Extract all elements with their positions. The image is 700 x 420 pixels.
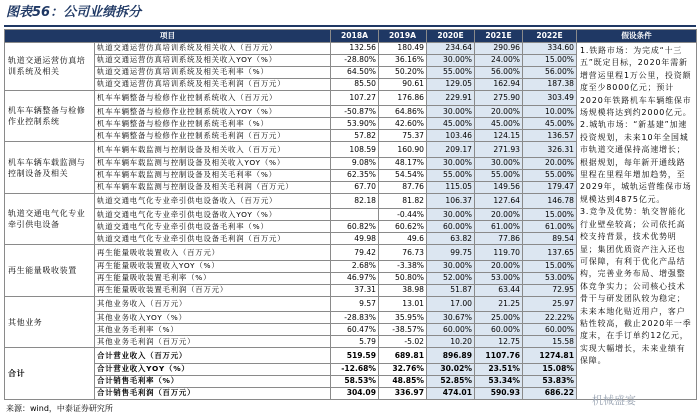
value-cell: 17.00: [427, 296, 475, 312]
value-cell: 149.56: [475, 181, 523, 193]
segment-name: 轨道交通运营仿真培训系统及相关: [5, 43, 95, 91]
value-cell: 136.57: [523, 130, 577, 142]
value-cell: 124.15: [475, 130, 523, 142]
value-cell: 51.87: [427, 284, 475, 296]
value-cell: 48.17%: [379, 157, 427, 169]
value-cell: 32.76%: [379, 363, 427, 375]
value-cell: 63.82: [427, 233, 475, 245]
value-cell: -38.57%: [379, 324, 427, 336]
row-label: 合计销售毛利率（%）: [95, 375, 331, 387]
row-label: 其他业务收入YOY（%）: [95, 312, 331, 324]
table-body: [5, 43, 697, 400]
segment-name: 再生能量吸收装置: [5, 245, 95, 296]
value-cell: 56.00%: [523, 66, 577, 78]
row-label: 再生能量吸收装置收入（百万元）: [95, 245, 331, 261]
segment-name: 机车车辆车载监测与控制设备及相关: [5, 142, 95, 193]
value-cell: 119.70: [475, 245, 523, 261]
value-cell: 58.53%: [331, 375, 379, 387]
segment-name: 机车车辆整备与检修作业控制系统: [5, 90, 95, 141]
value-cell: 60.00%: [523, 324, 577, 336]
value-cell: 60.47%: [331, 324, 379, 336]
value-cell: 35.95%: [379, 312, 427, 324]
value-cell: -28.80%: [331, 54, 379, 66]
value-cell: 30.00%: [427, 106, 475, 118]
value-cell: 45.00%: [427, 118, 475, 130]
value-cell: 180.49: [379, 43, 427, 55]
value-cell: 60.00%: [475, 324, 523, 336]
header-year: 2020E: [427, 30, 475, 43]
value-cell: 57.82: [331, 130, 379, 142]
earnings-breakdown-table: [4, 29, 697, 400]
value-cell: 13.01: [379, 296, 427, 312]
row-label: 其他业务毛利率（%）: [95, 324, 331, 336]
value-cell: 160.90: [379, 142, 427, 158]
value-cell: 519.59: [331, 348, 379, 364]
value-cell: [331, 209, 379, 221]
row-label: 机车车辆整备与检修作业控制系统收入YOY（%）: [95, 106, 331, 118]
figure-title: 图表56：公司业绩拆分: [6, 5, 142, 20]
value-cell: 275.90: [475, 90, 523, 106]
header-notes: 假设条件: [577, 30, 697, 43]
row-label: 轨道交通电气化专业牵引供电设备收入（百万元）: [95, 193, 331, 209]
value-cell: 2.68%: [331, 260, 379, 272]
value-cell: 15.58: [523, 336, 577, 348]
segment-name: 其他业务: [5, 296, 95, 347]
value-cell: 129.05: [427, 78, 475, 90]
value-cell: -50.87%: [331, 106, 379, 118]
row-label: 轨道交通运营仿真培训系统及相关收入（百万元）: [95, 43, 331, 55]
value-cell: 132.56: [331, 43, 379, 55]
value-cell: 48.85%: [379, 375, 427, 387]
value-cell: 60.00%: [427, 324, 475, 336]
value-cell: 127.64: [475, 193, 523, 209]
value-cell: 303.49: [523, 90, 577, 106]
value-cell: 20.00%: [475, 209, 523, 221]
value-cell: 176.86: [379, 90, 427, 106]
value-cell: 55.00%: [427, 169, 475, 181]
assumption-paragraph: 3.竞争及优势：轨交智能化行业壁垒较高；公司依托高校支持背景，技术优势明显；集团优质资产注入还也可保障，有利于优化产品结构，完善业务布局、增强整体竞争实力；公司核心技术骨干与研发团队较为稳定；未来本地化贴近用户，客户粘性较高，截止2020年一季度末，在手订单约12亿元，实现大幅增长，未来业绩有保障。: [580, 207, 692, 366]
value-cell: 81.82: [379, 193, 427, 209]
value-cell: 72.95: [523, 284, 577, 296]
value-cell: 107.27: [331, 90, 379, 106]
row-label: 其他业务收入（百万元）: [95, 296, 331, 312]
value-cell: 1274.81: [523, 348, 577, 364]
value-cell: 21.25: [475, 296, 523, 312]
value-cell: 30.00%: [475, 157, 523, 169]
value-cell: 137.65: [523, 245, 577, 261]
row-label: 轨道交通运营仿真培训系统及相关收入YOY（%）: [95, 54, 331, 66]
value-cell: 12.75: [475, 336, 523, 348]
value-cell: 61.00%: [523, 221, 577, 233]
value-cell: 60.00%: [427, 221, 475, 233]
value-cell: 30.67%: [427, 312, 475, 324]
value-cell: 55.00%: [427, 66, 475, 78]
assumption-paragraph: 2.城轨市场：“新基建”加速投资规划，未来10年全国城市轨道交通保持高速增长；根据规划，每年新开通线路里程在里程年增加趋势，至2029年，城轨运营维保市场规模达到4875亿元。: [580, 120, 692, 204]
header-year: 2018A: [331, 30, 379, 43]
value-cell: 23.51%: [475, 363, 523, 375]
header-row: [5, 30, 697, 43]
row-label: 轨道交通电气化专业牵引供电设备毛利润（百万元）: [95, 233, 331, 245]
value-cell: -12.68%: [331, 363, 379, 375]
value-cell: -0.44%: [379, 209, 427, 221]
value-cell: 474.01: [427, 387, 475, 399]
header-year: 2021E: [475, 30, 523, 43]
source-note: 来源：wind，中泰证券研究所: [6, 404, 113, 413]
value-cell: 56.00%: [475, 66, 523, 78]
value-cell: 20.00%: [475, 260, 523, 272]
value-cell: 37.31: [331, 284, 379, 296]
value-cell: 89.54: [523, 233, 577, 245]
row-label: 轨道交通电气化专业牵引供电设备毛利率（%）: [95, 221, 331, 233]
value-cell: 53.34%: [475, 375, 523, 387]
value-cell: 76.73: [379, 245, 427, 261]
value-cell: 1107.76: [475, 348, 523, 364]
value-cell: 53.00%: [523, 272, 577, 284]
value-cell: 209.17: [427, 142, 475, 158]
row-label: 轨道交通运营仿真培训系统及相关毛利润（百万元）: [95, 78, 331, 90]
value-cell: 62.35%: [331, 169, 379, 181]
value-cell: 326.31: [523, 142, 577, 158]
row-label: 机车车辆车载监测与控制设备及相关毛利率（%）: [95, 169, 331, 181]
value-cell: 53.90%: [331, 118, 379, 130]
value-cell: 290.96: [475, 43, 523, 55]
value-cell: 179.47: [523, 181, 577, 193]
value-cell: 9.57: [331, 296, 379, 312]
value-cell: 64.86%: [379, 106, 427, 118]
row-label: 机车车辆车载监测与控制设备及相关收入（百万元）: [95, 142, 331, 158]
row-label: 合计营业收入（百万元）: [95, 348, 331, 364]
value-cell: 30.02%: [427, 363, 475, 375]
value-cell: 52.00%: [427, 272, 475, 284]
value-cell: 42.60%: [379, 118, 427, 130]
value-cell: 187.38: [523, 78, 577, 90]
value-cell: -28.83%: [331, 312, 379, 324]
value-cell: 45.00%: [475, 118, 523, 130]
row-label: 机车车辆整备与检修作业控制系统毛利率（%）: [95, 118, 331, 130]
row-label: 机车车辆整备与检修作业控制系统收入（百万元）: [95, 90, 331, 106]
header-item: 项目: [5, 30, 331, 43]
value-cell: 85.50: [331, 78, 379, 90]
value-cell: 590.93: [475, 387, 523, 399]
value-cell: 115.05: [427, 181, 475, 193]
value-cell: 146.78: [523, 193, 577, 209]
value-cell: 30.00%: [427, 157, 475, 169]
segment-name: 轨道交通电气化专业牵引供电设备: [5, 193, 95, 244]
value-cell: 60.62%: [379, 221, 427, 233]
value-cell: 24.00%: [475, 54, 523, 66]
value-cell: 15.00%: [523, 209, 577, 221]
value-cell: 61.00%: [475, 221, 523, 233]
value-cell: 60.82%: [331, 221, 379, 233]
value-cell: 30.00%: [427, 209, 475, 221]
row-label: 再生能量吸收装置毛利率（%）: [95, 272, 331, 284]
value-cell: 15.08%: [523, 363, 577, 375]
value-cell: 90.61: [379, 78, 427, 90]
value-cell: 25.97: [523, 296, 577, 312]
value-cell: 271.93: [475, 142, 523, 158]
value-cell: 75.37: [379, 130, 427, 142]
value-cell: 15.00%: [523, 260, 577, 272]
value-cell: 63.44: [475, 284, 523, 296]
value-cell: 79.42: [331, 245, 379, 261]
value-cell: 30.00%: [427, 260, 475, 272]
value-cell: 234.64: [427, 43, 475, 55]
value-cell: 229.91: [427, 90, 475, 106]
row-label: 轨道交通电气化专业牵引供电设备收入YOY（%）: [95, 209, 331, 221]
value-cell: -3.38%: [379, 260, 427, 272]
value-cell: 53.00%: [475, 272, 523, 284]
value-cell: 103.46: [427, 130, 475, 142]
value-cell: 9.08%: [331, 157, 379, 169]
value-cell: 162.94: [475, 78, 523, 90]
value-cell: 55.00%: [475, 169, 523, 181]
value-cell: 30.00%: [427, 54, 475, 66]
row-label: 再生能量吸收装置收入YOY（%）: [95, 260, 331, 272]
header-year: 2019A: [379, 30, 427, 43]
value-cell: 689.81: [379, 348, 427, 364]
value-cell: 334.60: [523, 43, 577, 55]
value-cell: -5.02: [379, 336, 427, 348]
value-cell: 82.18: [331, 193, 379, 209]
value-cell: 53.83%: [523, 375, 577, 387]
row-label: 机车车辆车载监测与控制设备及相关收入YOY（%）: [95, 157, 331, 169]
row-label: 机车车辆整备与检修作业控制系统毛利润（百万元）: [95, 130, 331, 142]
value-cell: 896.89: [427, 348, 475, 364]
value-cell: 20.00%: [523, 157, 577, 169]
value-cell: 64.50%: [331, 66, 379, 78]
value-cell: 304.09: [331, 387, 379, 399]
value-cell: 77.86: [475, 233, 523, 245]
value-cell: 54.54%: [379, 169, 427, 181]
value-cell: 5.79: [331, 336, 379, 348]
watermark: 机械盛宴: [592, 394, 636, 407]
value-cell: 25.00%: [475, 312, 523, 324]
earnings-breakdown-table-wrapper: [4, 29, 696, 400]
value-cell: 49.98: [331, 233, 379, 245]
value-cell: 38.98: [379, 284, 427, 296]
value-cell: 686.22: [523, 387, 577, 399]
row-label: 合计销售毛利润（百万元）: [95, 387, 331, 399]
value-cell: 10.00%: [523, 106, 577, 118]
row-label: 再生能量吸收装置毛利润（百万元）: [95, 284, 331, 296]
segment-name: 合计: [5, 348, 95, 400]
value-cell: 22.22%: [523, 312, 577, 324]
assumptions-cell: [577, 43, 697, 400]
value-cell: 49.6: [379, 233, 427, 245]
header-year: 2022E: [523, 30, 577, 43]
value-cell: 67.70: [331, 181, 379, 193]
row-label: 合计营业收入YOY（%）: [95, 363, 331, 375]
value-cell: 55.00%: [523, 169, 577, 181]
value-cell: 36.16%: [379, 54, 427, 66]
value-cell: 10.20: [427, 336, 475, 348]
value-cell: 106.37: [427, 193, 475, 209]
row-label: 轨道交通运营仿真培训系统及相关毛利率（%）: [95, 66, 331, 78]
value-cell: 108.59: [331, 142, 379, 158]
table-row: [5, 43, 697, 55]
value-cell: 50.20%: [379, 66, 427, 78]
row-label: 其他业务毛利润（百万元）: [95, 336, 331, 348]
value-cell: 99.75: [427, 245, 475, 261]
value-cell: 52.85%: [427, 375, 475, 387]
assumption-paragraph: 1.铁路市场：为完成“十三五”既定目标，2020年需新增营运里程1万公里，投资额度至少8000亿元；预计2020年铁路机车车辆维保市场规模将达到约2000亿元。: [580, 46, 692, 118]
value-cell: 50.80%: [379, 272, 427, 284]
value-cell: 20.00%: [475, 106, 523, 118]
value-cell: 336.97: [379, 387, 427, 399]
value-cell: 45.00%: [523, 118, 577, 130]
value-cell: 87.76: [379, 181, 427, 193]
value-cell: 46.97%: [331, 272, 379, 284]
value-cell: 15.00%: [523, 54, 577, 66]
row-label: 机车车辆车载监测与控制设备及相关毛利润（百万元）: [95, 181, 331, 193]
title-divider: [4, 25, 696, 27]
